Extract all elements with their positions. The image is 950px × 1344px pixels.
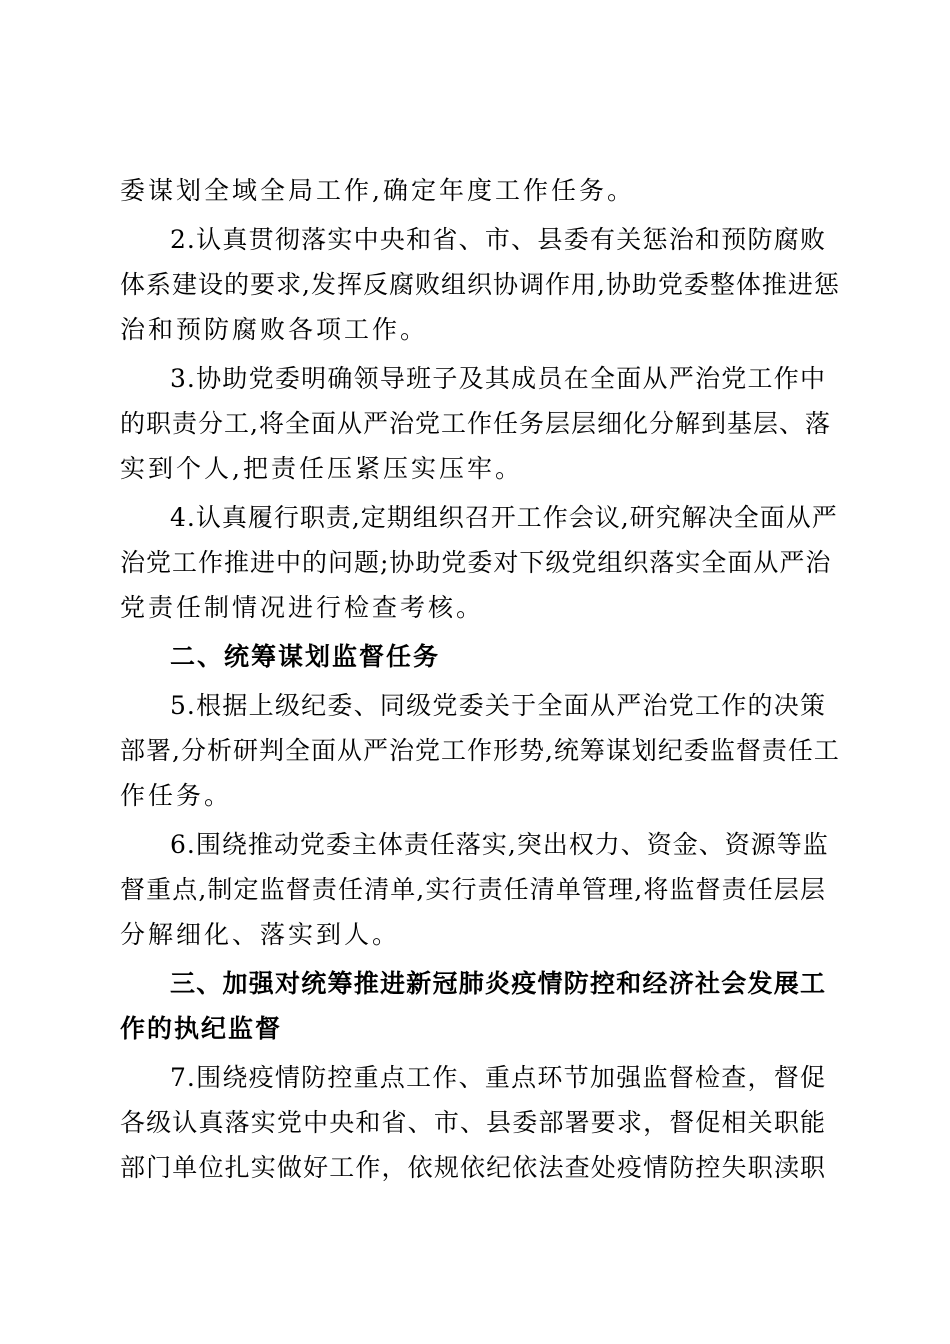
list-item-3: [120, 356, 831, 491]
text-line: 部门单位扎实做好工作，依规依纪依法查处疫情防控失职渎职: [120, 1153, 826, 1182]
text-line: 作任务。: [120, 781, 233, 810]
heading-line: 三、加强对统筹推进新冠肺炎疫情防控和经济社会发展工: [170, 969, 826, 998]
list-item-4: [120, 495, 838, 630]
list-item-6: [120, 822, 829, 957]
text-line: 治党工作推进中的问题;协助党委对下级党组织落实全面从严治: [120, 548, 832, 577]
text-line: 4.认真履行职责,定期组织召开工作会议,研究解决全面从严: [170, 503, 838, 532]
text-line: 6.围绕推动党委主体责任落实,突出权力、资金、资源等监: [170, 830, 829, 859]
text-line: 体系建设的要求,发挥反腐败组织协调作用,协助党委整体推进惩: [120, 270, 840, 299]
text-line: 委谋划全域全局工作,确定年度工作任务。: [120, 176, 635, 205]
section-heading-2: [120, 634, 826, 679]
text-line: 分解细化、落实到人。: [120, 920, 401, 949]
heading-line: 二、统筹谋划监督任务: [170, 642, 441, 671]
text-line: 治和预防腐败各项工作。: [120, 315, 429, 344]
list-item-5: [120, 683, 840, 818]
heading-line: 作的执纪监督: [120, 1014, 283, 1043]
list-item-2: [120, 217, 840, 352]
text-line: 2.认真贯彻落实中央和省、市、县委有关惩治和预防腐败: [170, 225, 826, 254]
list-item-7: [120, 1055, 826, 1190]
text-line: 5.根据上级纪委、同级党委关于全面从严治党工作的决策: [170, 691, 826, 720]
text-line: 各级认真落实党中央和省、市、县委部署要求，督促相关职能: [120, 1108, 826, 1137]
text-line: 党责任制情况进行检查考核。: [120, 593, 485, 622]
text-line: 督重点,制定监督责任清单,实行责任清单管理,将监督责任层层: [120, 875, 826, 904]
section-heading-3: [120, 961, 826, 1051]
paragraph-continuation: [120, 168, 826, 213]
text-line: 的职责分工,将全面从严治党工作任务层层细化分解到基层、落: [120, 409, 831, 438]
text-line: 7.围绕疫情防控重点工作、重点环节加强监督检查，督促: [170, 1063, 826, 1092]
text-line: 实到个人,把责任压紧压实压牢。: [120, 454, 523, 483]
text-line: 3.协助党委明确领导班子及其成员在全面从严治党工作中: [170, 364, 826, 393]
text-line: 部署,分析研判全面从严治党工作形势,统筹谋划纪委监督责任工: [120, 736, 840, 765]
document-body: [120, 168, 840, 1190]
